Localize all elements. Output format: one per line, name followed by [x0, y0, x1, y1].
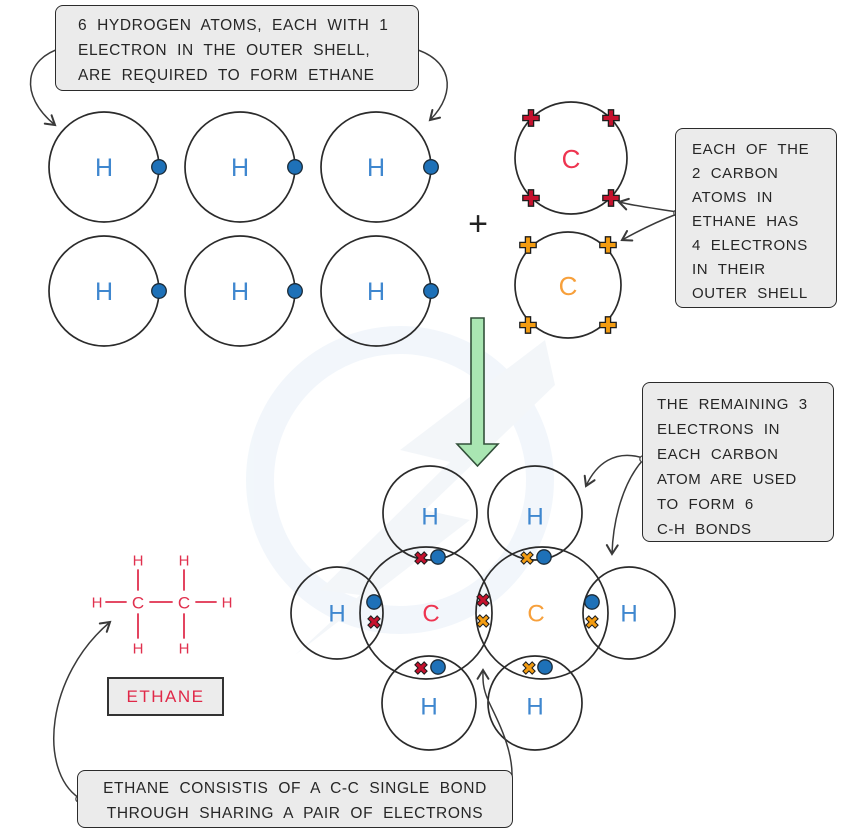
hydrogen-symbol: H: [366, 154, 386, 182]
callout-text-line: ETHANE CONSISTIS OF A C-C SINGLE BOND: [103, 780, 487, 797]
hydrogen-atoms-group: [49, 112, 438, 346]
callout-text-line: ETHANE HAS: [692, 213, 799, 230]
callout-hydrogen-atoms: [55, 5, 419, 91]
hydrogen-symbol: H: [94, 278, 114, 306]
hydrogen-symbol: H: [526, 693, 544, 721]
hydrogen-symbol: H: [421, 503, 439, 531]
arrow-to-right-hydrogen-circle: [612, 460, 643, 554]
hydrogen-symbol: H: [132, 552, 144, 570]
callout-cc-single-bond: [77, 770, 513, 828]
hydrogen-symbol: H: [221, 594, 233, 612]
electron-cross: [520, 237, 536, 253]
callout-remaining-electrons: [642, 382, 834, 542]
callout-carbon-atoms: [675, 128, 837, 308]
carbon-symbol: C: [561, 144, 581, 174]
callout-text-line: 4 ELECTRONS: [692, 237, 808, 254]
hydrogen-symbol: H: [230, 154, 250, 182]
electron-cross: [520, 659, 539, 678]
ethane-structural-formula: [92, 553, 233, 658]
callout-text-line: ELECTRON IN THE OUTER SHELL,: [78, 42, 371, 59]
electron-dot: [288, 284, 303, 299]
hydrogen-symbol: H: [178, 552, 190, 570]
electron-dot: [431, 550, 445, 564]
electron-dot: [538, 660, 552, 674]
electron-dot: [537, 550, 551, 564]
electron-dot: [288, 160, 303, 175]
arrow-to-red-carbon-electron: [619, 202, 677, 212]
electron-dot: [424, 284, 439, 299]
watermark-logo: [260, 340, 555, 655]
carbon-symbol: C: [527, 600, 545, 628]
ethane-label: ETHANE: [126, 686, 205, 706]
callout-text-line: ARE REQUIRED TO FORM ETHANE: [78, 67, 375, 84]
carbon-atoms-group: [515, 102, 627, 338]
electron-dot: [424, 160, 439, 175]
hydrogen-symbol: H: [178, 640, 190, 658]
callout-text-line: IN THEIR: [692, 261, 766, 278]
callout-text-line: ELECTRONS IN: [657, 421, 781, 438]
electron-dot: [431, 660, 445, 674]
electron-dot: [367, 595, 381, 609]
callout-text-line: THROUGH SHARING A PAIR OF ELECTRONS: [106, 805, 484, 822]
ethane-label-box: [107, 677, 224, 716]
electron-dot: [585, 595, 599, 609]
electron-cross: [600, 317, 616, 333]
electron-dot: [152, 284, 167, 299]
carbon-symbol: C: [422, 600, 440, 628]
electron-cross: [603, 110, 619, 126]
callout-text-line: ATOM ARE USED: [657, 471, 797, 488]
callout-text-line: C-H BONDS: [657, 521, 752, 538]
hydrogen-symbol: H: [230, 278, 250, 306]
hydrogen-symbol: H: [526, 503, 544, 531]
callout-text-line: 6 HYDROGEN ATOMS, EACH WITH 1: [78, 17, 389, 34]
callout-text-line: ATOMS IN: [692, 189, 773, 206]
electron-cross: [523, 110, 539, 126]
carbon-symbol: C: [131, 593, 145, 613]
callout-text-line: TO FORM 6: [657, 496, 754, 513]
hydrogen-symbol: H: [366, 278, 386, 306]
hydrogen-symbol: H: [328, 600, 346, 628]
callout-text-line: EACH CARBON: [657, 446, 779, 463]
callout-text-line: OUTER SHELL: [692, 285, 808, 302]
arrow-to-orange-carbon-electron: [622, 214, 677, 240]
electron-cross: [600, 237, 616, 253]
callout-text-line: 2 CARBON: [692, 165, 779, 182]
electron-cross: [520, 317, 536, 333]
electron-cross: [523, 190, 539, 206]
hydrogen-symbol: H: [132, 640, 144, 658]
hydrogen-symbol: H: [91, 594, 103, 612]
carbon-symbol: C: [177, 593, 191, 613]
callout-text-line: THE REMAINING 3: [657, 396, 808, 413]
plus-sign: +: [468, 205, 488, 243]
electron-cross: [603, 190, 619, 206]
hydrogen-symbol: H: [94, 154, 114, 182]
electron-dot: [152, 160, 167, 175]
callout-text-line: EACH OF THE: [692, 141, 810, 158]
electron-cross: [412, 659, 431, 678]
carbon-symbol: C: [558, 271, 578, 301]
hydrogen-symbol: H: [620, 600, 638, 628]
hydrogen-symbol: H: [420, 693, 438, 721]
